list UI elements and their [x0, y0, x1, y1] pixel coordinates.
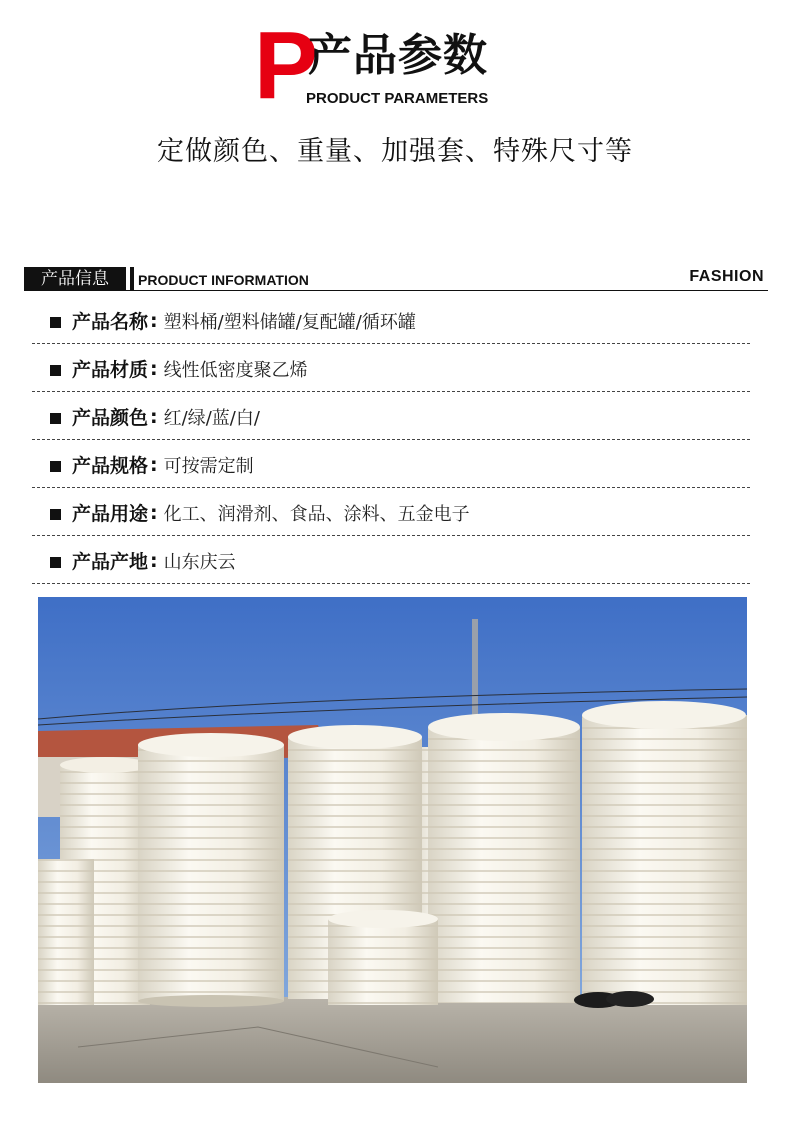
info-value: 山东庆云 [163, 551, 236, 573]
info-label: 产品名称 [72, 311, 149, 333]
page-title-english: PRODUCT PARAMETERS [306, 90, 489, 107]
info-value: 化工、润滑剂、食品、涂料、五金电子 [163, 503, 470, 525]
info-row-color: 产品颜色 : 红/绿/蓝/白/ [32, 392, 750, 440]
square-bullet-icon [50, 413, 61, 424]
info-label: 产品产地 [72, 551, 149, 573]
info-row-material: 产品材质 : 线性低密度聚乙烯 [32, 344, 750, 392]
section-divider-bar [130, 267, 134, 291]
logo-letter-p: P [254, 12, 317, 119]
section-title-english: PRODUCT INFORMATION [138, 272, 309, 288]
section-underline [24, 290, 768, 291]
info-value: 红/绿/蓝/白/ [163, 407, 260, 429]
info-value: 可按需定制 [163, 455, 254, 477]
info-label: 产品颜色 [72, 407, 149, 429]
info-value: 塑料桶/塑料储罐/复配罐/循环罐 [163, 311, 416, 333]
info-value: 线性低密度聚乙烯 [163, 359, 308, 381]
info-row-origin: 产品产地 : 山东庆云 [32, 536, 750, 584]
info-label: 产品规格 [72, 455, 149, 477]
info-row-spec: 产品规格 : 可按需定制 [32, 440, 750, 488]
info-list [32, 296, 750, 584]
product-photo [38, 597, 747, 1083]
square-bullet-icon [50, 557, 61, 568]
square-bullet-icon [50, 365, 61, 376]
square-bullet-icon [50, 509, 61, 520]
page-subtitle: 定做颜色、重量、加强套、特殊尺寸等 [157, 136, 633, 167]
info-label: 产品用途 [72, 503, 149, 525]
info-row-name: 产品名称 : 塑料桶/塑料储罐/复配罐/循环罐 [32, 296, 750, 344]
section-tag: 产品信息 [24, 267, 126, 291]
info-row-usage: 产品用途 : 化工、润滑剂、食品、涂料、五金电子 [32, 488, 750, 536]
info-label: 产品材质 [72, 359, 149, 381]
page-title: 产品参数 [308, 30, 488, 81]
square-bullet-icon [50, 461, 61, 472]
square-bullet-icon [50, 317, 61, 328]
section-right-label: FASHION [689, 268, 764, 285]
